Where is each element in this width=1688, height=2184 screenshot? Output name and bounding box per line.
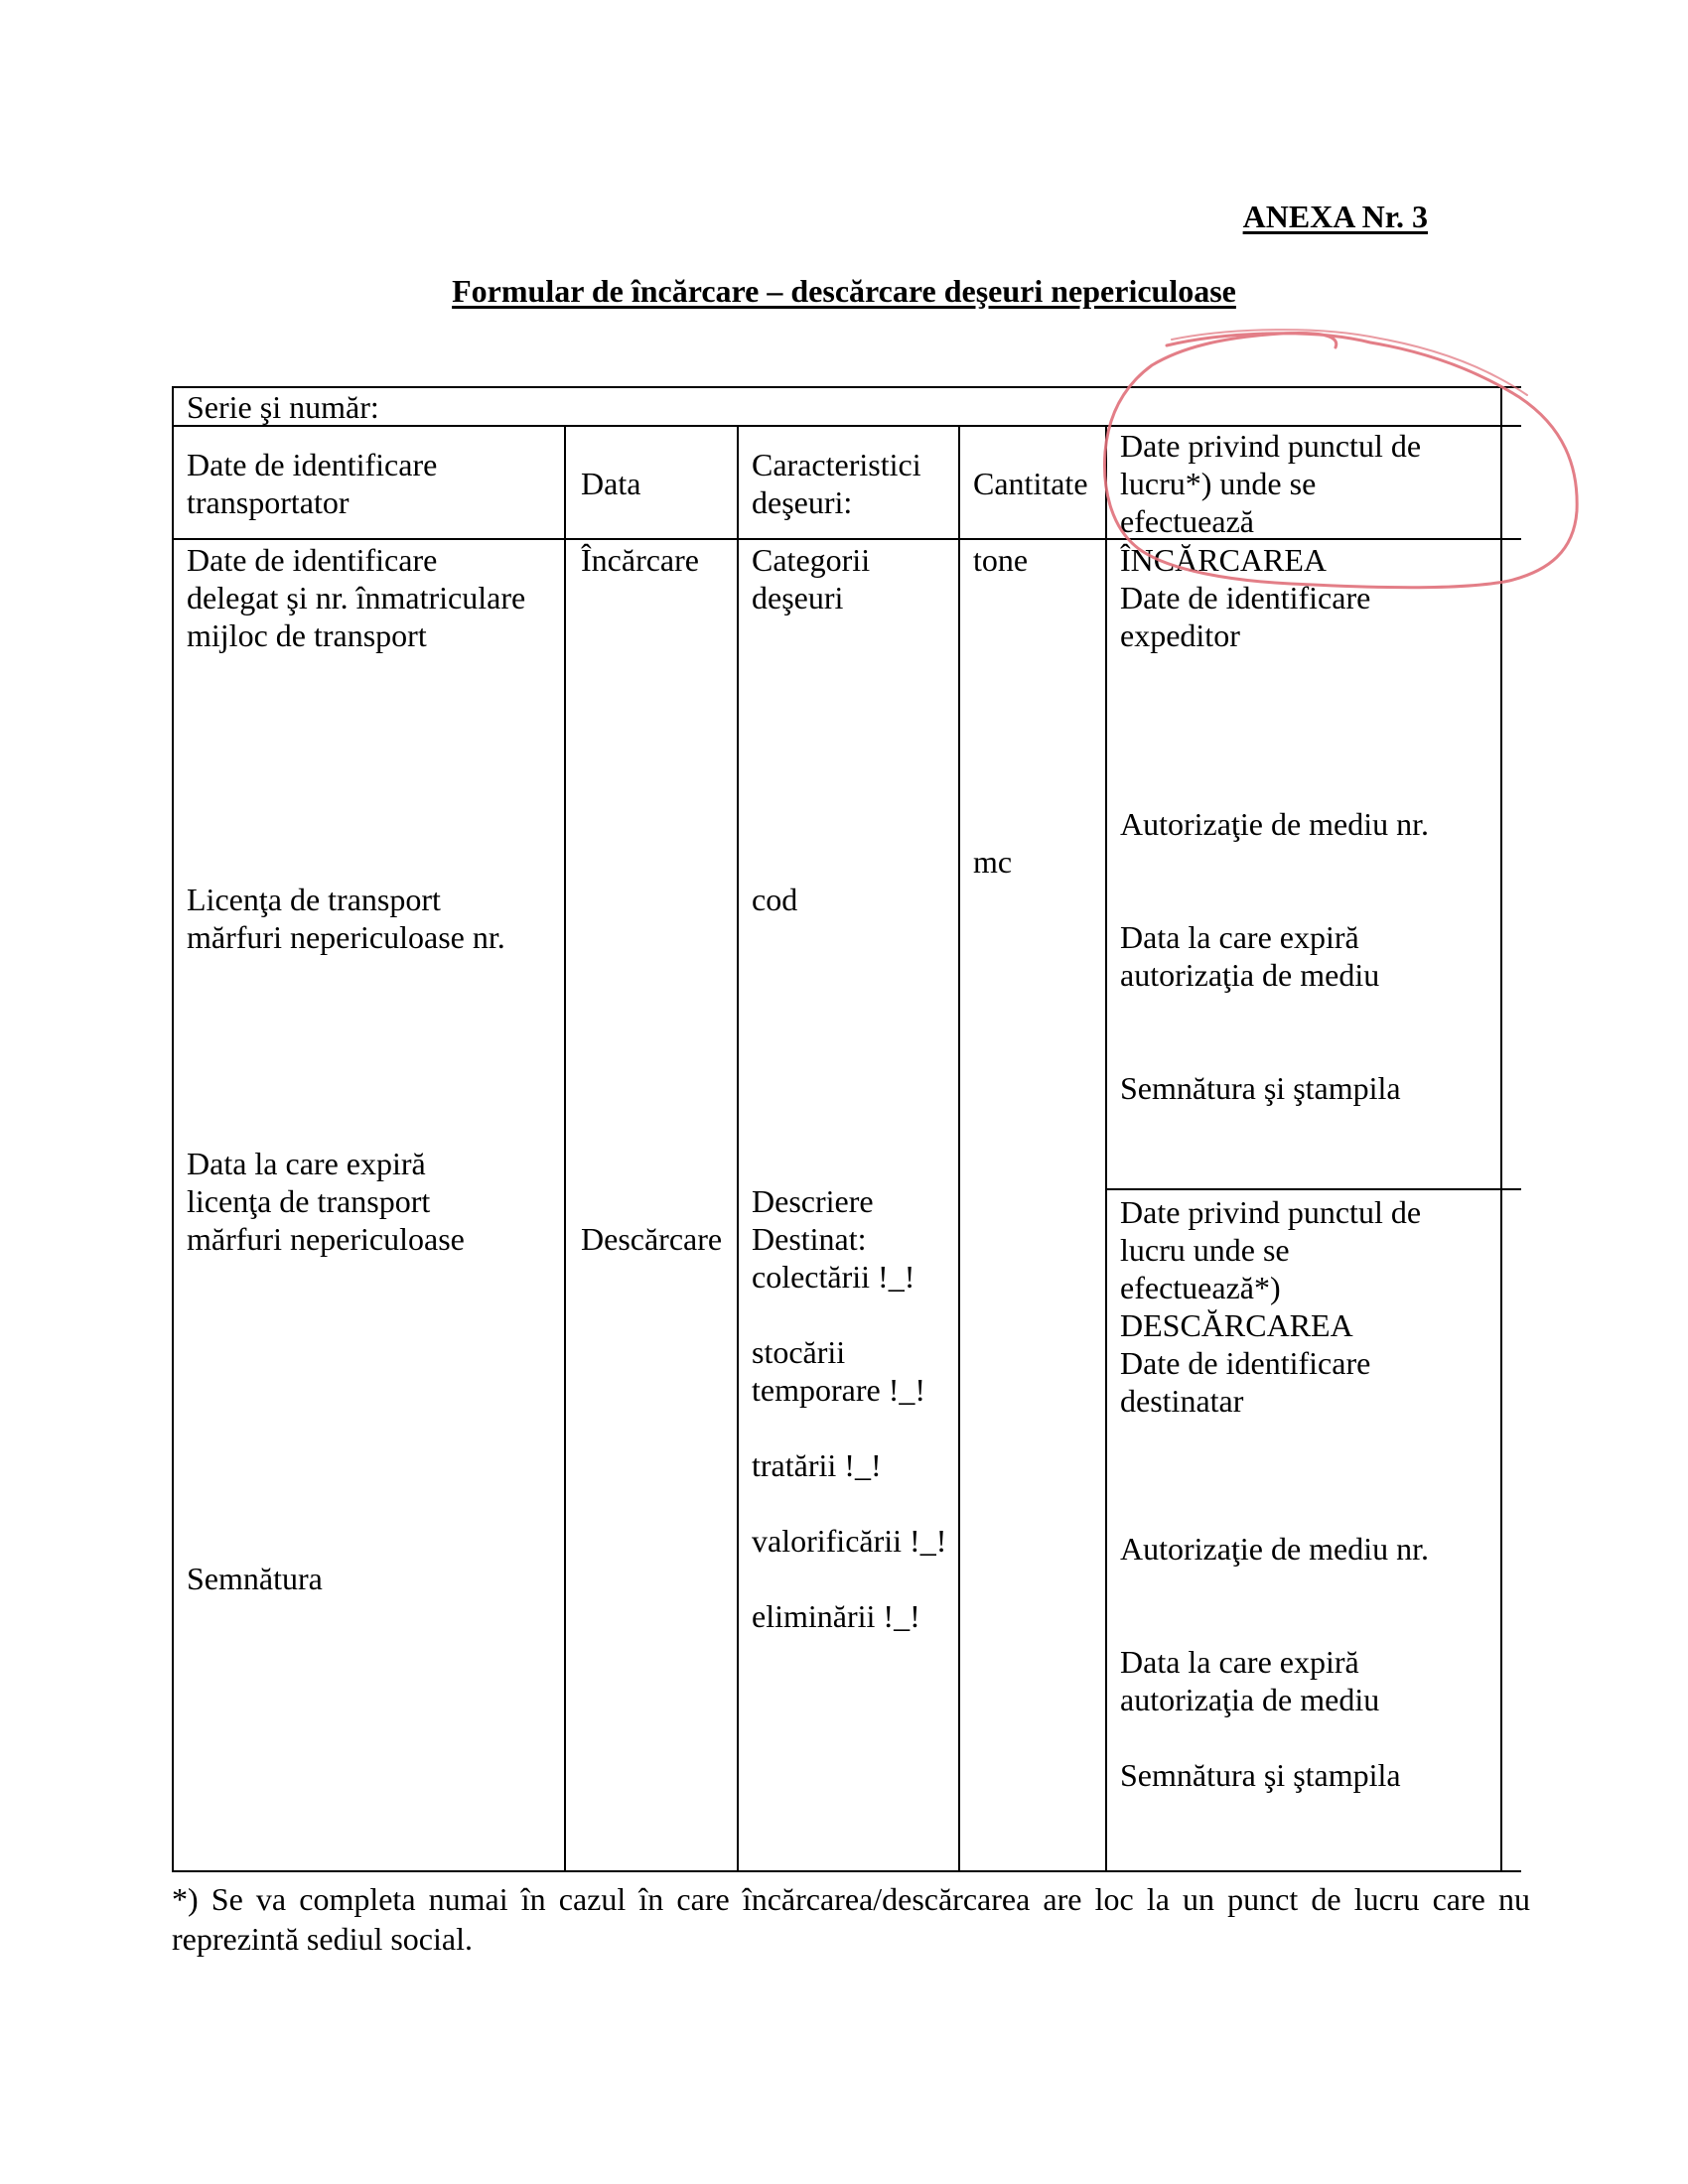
unloading-signature-stamp: Semnătura şi ştampila [1120,1757,1401,1793]
transport-license: Licenţa de transport mărfuri nepericuloase nr. [187,882,505,955]
date-loading: Încărcare [581,542,699,578]
header-work-point: Date privind punctul de lucru*) unde se efectuează [1120,428,1422,539]
column-divider-work-point [1105,425,1107,1872]
waste-categories: Categorii deşeuri [752,542,871,615]
form-title: Formular de încărcare – descărcare deşeuri nepericuloase [452,273,1236,309]
waste-recovery-option: valorificării !_! [752,1523,947,1559]
date-unloading: Descărcare [581,1221,723,1257]
table-border-bottom [172,1870,1521,1872]
waste-treatment-option: tratării !_! [752,1447,882,1483]
series-number-label: Serie şi număr: [187,389,379,425]
table-border-right [1500,386,1502,1872]
license-expiry: Data la care expiră licenţa de transport mărfuri nepericuloase [187,1146,465,1257]
loading-environmental-permit: Autorizaţie de mediu nr. [1120,806,1430,842]
unloading-point-title: Date privind punctul de lucru unde se efectuează*) DESCĂRCAREA Date de identificare destinatar [1120,1194,1422,1419]
waste-code: cod [752,882,798,917]
delegate-identification: Date de identificare delegat şi nr. înmatriculare mijloc de transport [187,542,526,653]
loading-signature-stamp: Semnătura şi ştampila [1120,1070,1401,1106]
unloading-permit-expiry: Data la care expiră autorizaţia de mediu [1120,1644,1380,1717]
table-border-left [172,386,174,1872]
header-transporter: Date de identificare transportator [187,447,438,520]
quantity-tons: tone [973,542,1029,578]
transporter-signature: Semnătura [187,1561,323,1596]
column-divider-date [564,425,566,1872]
loading-point-title: ÎNCĂRCAREA Date de identificare expeditor [1120,542,1371,653]
header-quantity: Cantitate [973,466,1088,501]
column-divider-waste [737,425,739,1872]
waste-storage-option: stocării temporare !_! [752,1334,926,1408]
annex-title: ANEXA Nr. 3 [1242,199,1428,234]
column-divider-quantity [958,425,960,1872]
footnote: *) Se va completa numai în cazul în care încărcarea/descărcarea are loc la un punct de lucru care nu reprezintă sediul social. [172,1881,1530,1957]
header-date: Data [581,466,641,501]
unloading-environmental-permit: Autorizaţie de mediu nr. [1120,1531,1430,1567]
waste-disposal-option: eliminării !_! [752,1598,920,1634]
loading-permit-expiry: Data la care expiră autorizaţia de mediu [1120,919,1380,993]
quantity-cubic-meters: mc [973,844,1013,880]
header-waste-characteristics: Caracteristici deşeuri: [752,447,921,520]
work-point-divider [1105,1188,1521,1190]
waste-description: Descriere Destinat: colectării !_! [752,1183,915,1295]
